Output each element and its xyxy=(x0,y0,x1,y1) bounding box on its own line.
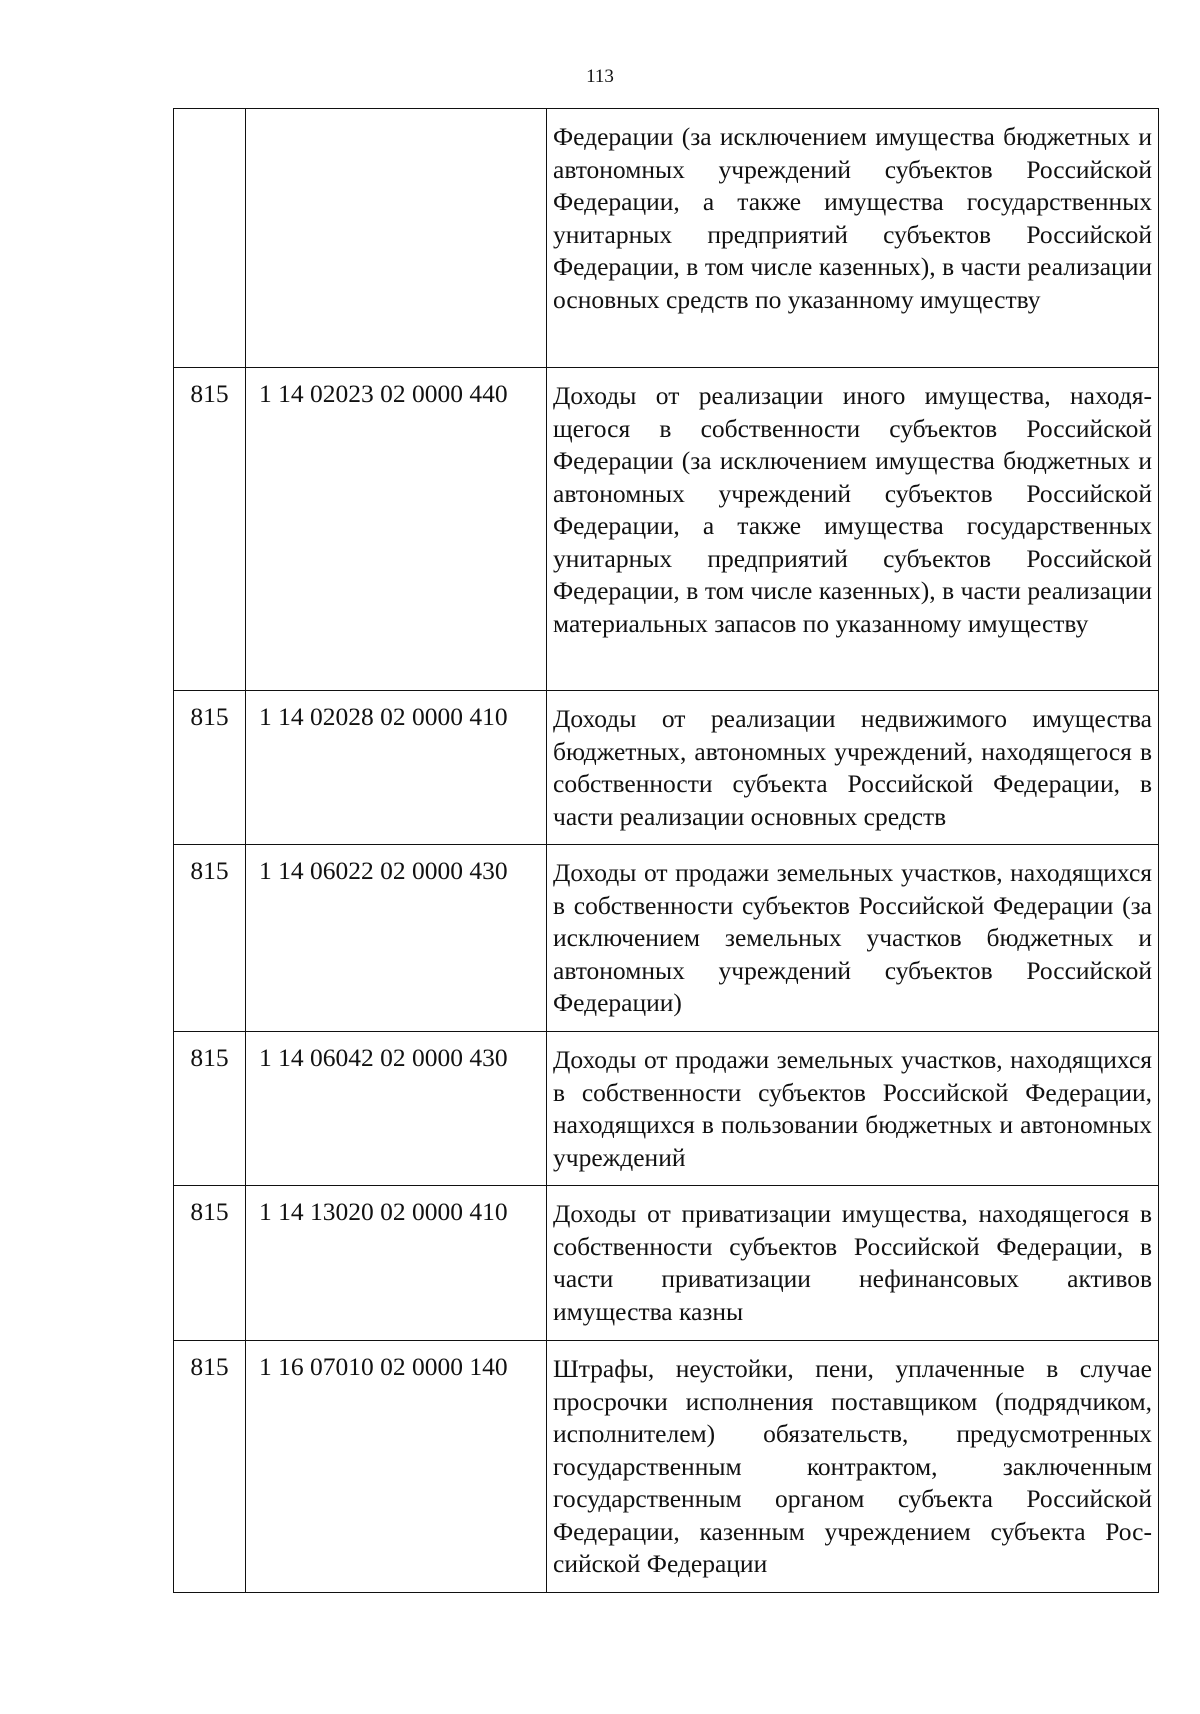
admin-code-cell: 815 xyxy=(174,845,246,1032)
budget-classification-code-cell: 1 16 07010 02 0000 140 xyxy=(246,1341,547,1593)
admin-code-cell: 815 xyxy=(174,1341,246,1593)
table-row xyxy=(174,691,1159,845)
table-row xyxy=(174,1341,1159,1593)
revenue-name-cell: Доходы от приватизации имущества, находящегося в собственности субъектов Российской Федерации, в части приватизации нефинансовых активов имущества казны xyxy=(547,1186,1159,1341)
admin-code-cell: 815 xyxy=(174,691,246,845)
revenue-name-cell: Доходы от реализации иного имущества, находящегося в собственности субъектов Российской Федерации (за исключением имущества бюджетных и автономных учреждений субъектов Российской Федерации, а также имущества государственных унитарных предприятий субъектов Российской Федерации, в том числе казенных), в части реализации материальных запасов по указанному имуществу xyxy=(547,368,1159,691)
budget-classification-code-cell xyxy=(246,109,547,368)
page-number: 113 xyxy=(586,66,614,87)
admin-code-cell: 815 xyxy=(174,1186,246,1341)
revenue-codes-table xyxy=(173,108,1159,1593)
admin-code-cell xyxy=(174,109,246,368)
revenue-name-cell: Доходы от продажи земельных участков, находящихся в собственности субъектов Российской Федерации, находящихся в пользовании бюджетных и автономных учреждений xyxy=(547,1032,1159,1186)
table-row xyxy=(174,1032,1159,1186)
budget-classification-code-cell: 1 14 06022 02 0000 430 xyxy=(246,845,547,1032)
budget-classification-code-cell: 1 14 13020 02 0000 410 xyxy=(246,1186,547,1341)
budget-classification-code-cell: 1 14 02028 02 0000 410 xyxy=(246,691,547,845)
admin-code-cell: 815 xyxy=(174,368,246,691)
revenue-name-cell: Доходы от продажи земельных участков, находящихся в собственности субъектов Российской Федерации (за исключением земельных участков бюджетных и автономных учреждений субъектов Российской Федерации) xyxy=(547,845,1159,1032)
budget-classification-code-cell: 1 14 02023 02 0000 440 xyxy=(246,368,547,691)
revenue-name-cell: Федерации (за исключением имущества бюджетных и автономных учреждений субъектов Российской Федерации, а также имущества государственных унитарных предприятий субъектов Российской Федерации, в том числе казенных), в части реализации основных средств по указанному имуществу xyxy=(547,109,1159,368)
table-row xyxy=(174,1186,1159,1341)
admin-code-cell: 815 xyxy=(174,1032,246,1186)
revenue-name-cell: Штрафы, неустойки, пени, уплаченные в случае просрочки исполнения поставщиком (подрядчиком, исполнителем) обязательств, предусмотренных государственным контрактом, заключенным государственным органом субъекта Российской Федерации, казенным учреждением субъекта Российской Федерации xyxy=(547,1341,1159,1593)
table-row xyxy=(174,109,1159,368)
table-row xyxy=(174,845,1159,1032)
table-row xyxy=(174,368,1159,691)
revenue-name-cell: Доходы от реализации недвижимого имущества бюджетных, автономных учреждений, находящегося в собственности субъекта Российской Федерации, в части реализации основных средств xyxy=(547,691,1159,845)
budget-classification-code-cell: 1 14 06042 02 0000 430 xyxy=(246,1032,547,1186)
